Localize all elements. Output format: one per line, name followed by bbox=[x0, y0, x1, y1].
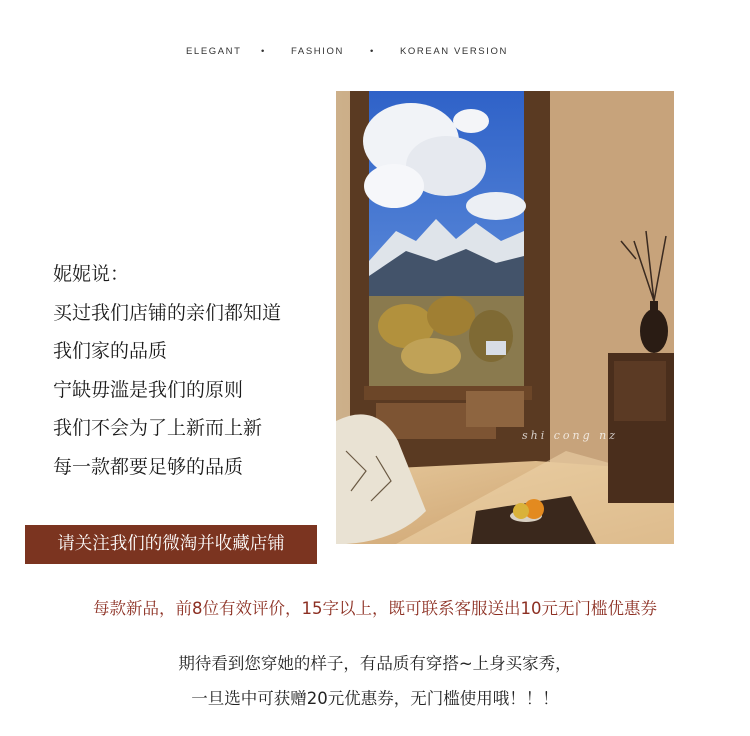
intro-line: 宁缺毋滥是我们的原则 bbox=[53, 378, 244, 401]
review-coupon-promo: 每款新品，前8位有效评价，15字以上，既可联系客服送出10元无门槛优惠券 bbox=[93, 599, 657, 618]
tagline-separator: • bbox=[370, 46, 375, 57]
tagline-elegant: ELEGANT bbox=[186, 46, 242, 57]
buyer-show-note-line: 期待看到您穿她的样子，有品质有穿搭~上身买家秀， bbox=[178, 654, 572, 673]
room-window-photo bbox=[336, 91, 674, 544]
tagline-separator: • bbox=[261, 46, 266, 57]
tagline-fashion: FASHION bbox=[291, 46, 344, 57]
header-tagline bbox=[186, 46, 506, 60]
intro-line: 每一款都要足够的品质 bbox=[53, 455, 244, 478]
tagline-korean-version: KOREAN VERSION bbox=[400, 46, 508, 57]
intro-text bbox=[53, 255, 281, 486]
photo-watermark: shi cong nz bbox=[522, 429, 619, 442]
intro-line: 买过我们店铺的亲们都知道 bbox=[53, 301, 282, 324]
intro-line: 妮妮说： bbox=[53, 263, 130, 285]
intro-line: 我们家的品质 bbox=[53, 340, 168, 362]
follow-store-banner: 请关注我们的微淘并收藏店铺 bbox=[25, 525, 317, 564]
buyer-show-note-line: 一旦选中可获赠20元优惠券，无门槛使用哦！！！ bbox=[191, 689, 559, 708]
intro-line: 我们不会为了上新而上新 bbox=[53, 417, 263, 439]
